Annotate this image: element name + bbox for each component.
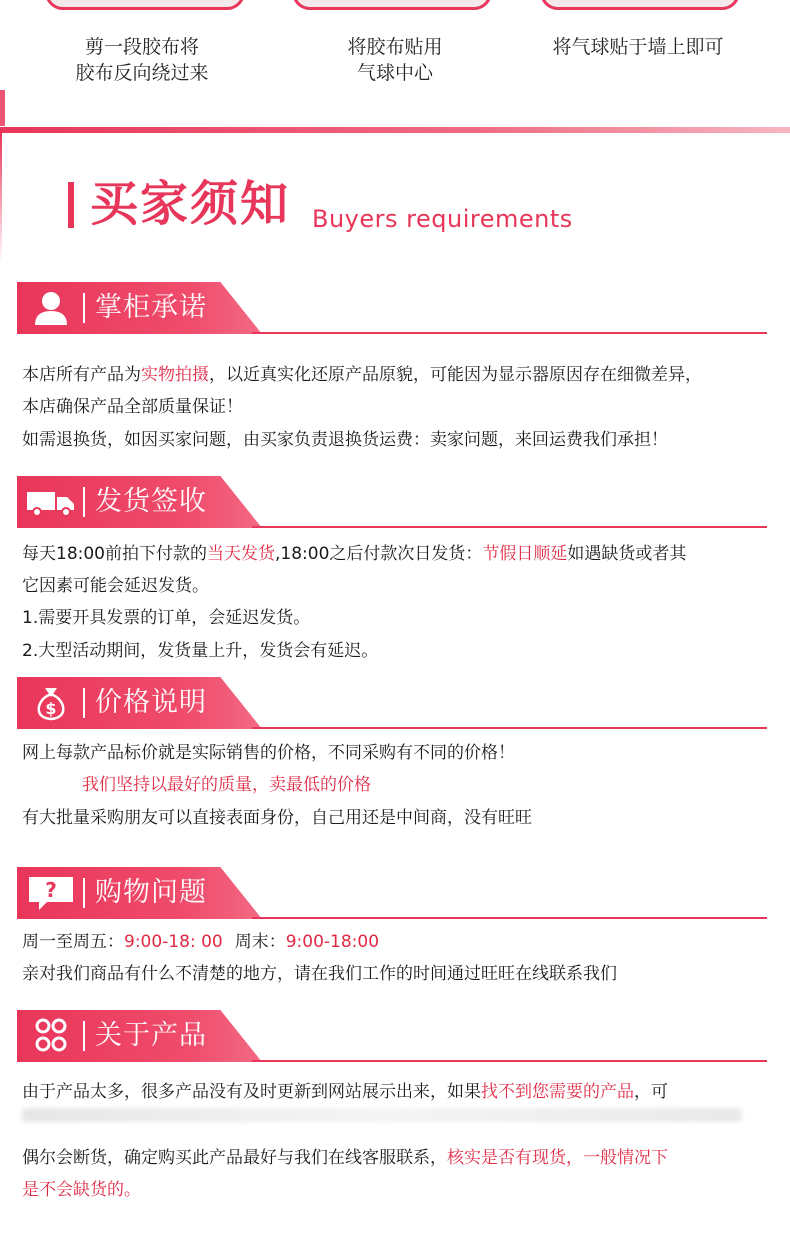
section-separator bbox=[83, 1021, 85, 1051]
highlight-text: 9:00-18: 00 bbox=[124, 932, 223, 952]
section-separator bbox=[83, 293, 85, 323]
promise-line-1: 本店所有产品为实物拍摄，以近真实化还原产品原貌，可能因为显示器原因存在细微差异， bbox=[22, 365, 702, 385]
section-label: 掌柜承诺 bbox=[95, 292, 207, 323]
promise-line-3: 如需退换货，如因买家问题，由买家负责退换货运费：卖家问题，来回运费我们承担！ bbox=[22, 430, 668, 450]
section-separator bbox=[83, 688, 85, 718]
section-header-price bbox=[17, 677, 767, 729]
shipping-line-1: 每天18:00前拍下付款的当天发货,18:00之后付款次日发货：节假日顺延如遇缺货或者其 bbox=[22, 544, 687, 564]
section-underline bbox=[252, 526, 767, 528]
question-bubble-icon bbox=[25, 874, 77, 912]
product-line-4: 是不会缺货的。 bbox=[22, 1180, 141, 1200]
heading-accent-bar bbox=[68, 182, 74, 228]
product-line-3: 偶尔会断货，确定购买此产品最好与我们在线客服联系，核实是否有现货，一般情况下 bbox=[22, 1148, 668, 1168]
page-title: 买家须知 bbox=[90, 176, 291, 232]
step-image-3 bbox=[540, 0, 740, 10]
section-separator bbox=[83, 487, 85, 517]
section-underline bbox=[252, 727, 767, 729]
product-line-1: 由于产品太多，很多产品没有及时更新到网站展示出来，如果找不到您需要的产品，可 bbox=[22, 1082, 668, 1102]
section-header-promise bbox=[17, 282, 767, 334]
step-caption-3: 将气球贴于墙上即可 bbox=[552, 36, 724, 58]
shipping-line-2: 它因素可能会延迟发货。 bbox=[22, 576, 209, 596]
clover-icon bbox=[25, 1017, 77, 1055]
shopping-line-1: 周一至周五：9:00-18: 00 周末：9:00-18:00 bbox=[22, 932, 380, 952]
section-label: 关于产品 bbox=[95, 1020, 207, 1051]
left-accent-bar bbox=[0, 90, 5, 126]
highlight-text: 核实是否有现货，一般情况下 bbox=[447, 1148, 668, 1168]
promise-line-2: 本店确保产品全部质量保证！ bbox=[22, 397, 243, 417]
user-icon bbox=[25, 289, 77, 327]
price-line-3: 有大批量采购朋友可以直接表面身份，自己用还是中间商，没有旺旺 bbox=[22, 808, 532, 828]
highlight-text: 当天发货 bbox=[207, 544, 275, 564]
section-separator bbox=[83, 878, 85, 908]
money-bag-icon bbox=[25, 684, 77, 722]
section-divider bbox=[0, 127, 790, 133]
step-caption-2: 将胶布贴用 气球中心 bbox=[347, 36, 443, 84]
step-image-2 bbox=[292, 0, 492, 10]
page-subtitle: Buyers requirements bbox=[312, 205, 573, 233]
blurred-text-strip bbox=[22, 1108, 742, 1122]
svg-text:?: ? bbox=[45, 878, 57, 902]
price-line-1: 网上每款产品标价就是实际销售的价格，不同采购有不同的价格！ bbox=[22, 743, 515, 763]
section-label: 价格说明 bbox=[95, 687, 207, 718]
section-header-shipping bbox=[17, 476, 767, 528]
step-caption-1: 剪一段胶布将 胶布反向绕过来 bbox=[75, 36, 209, 84]
left-fade-line bbox=[0, 133, 2, 263]
shopping-line-2: 亲对我们商品有什么不清楚的地方，请在我们工作的时间通过旺旺在线联系我们 bbox=[22, 964, 617, 984]
truck-icon bbox=[25, 483, 77, 521]
step-image-1 bbox=[45, 0, 245, 10]
highlight-text: 节假日顺延 bbox=[482, 544, 568, 564]
section-header-shopping bbox=[17, 867, 767, 919]
shipping-line-4: 2.大型活动期间，发货量上升，发货会有延迟。 bbox=[22, 641, 379, 661]
price-line-2: 我们坚持以最好的质量，卖最低的价格 bbox=[82, 775, 371, 795]
highlight-text: 实物拍摄 bbox=[141, 365, 209, 385]
shipping-line-3: 1.需要开具发票的订单，会延迟发货。 bbox=[22, 608, 311, 628]
section-underline bbox=[252, 1060, 767, 1062]
section-header-product bbox=[17, 1010, 767, 1062]
section-underline bbox=[252, 332, 767, 334]
highlight-text: 找不到您需要的产品 bbox=[481, 1082, 634, 1102]
highlight-text: 9:00-18:00 bbox=[285, 932, 380, 952]
section-label: 购物问题 bbox=[95, 877, 207, 908]
section-underline bbox=[252, 917, 767, 919]
svg-text:$: $ bbox=[45, 699, 57, 718]
section-label: 发货签收 bbox=[95, 486, 207, 517]
